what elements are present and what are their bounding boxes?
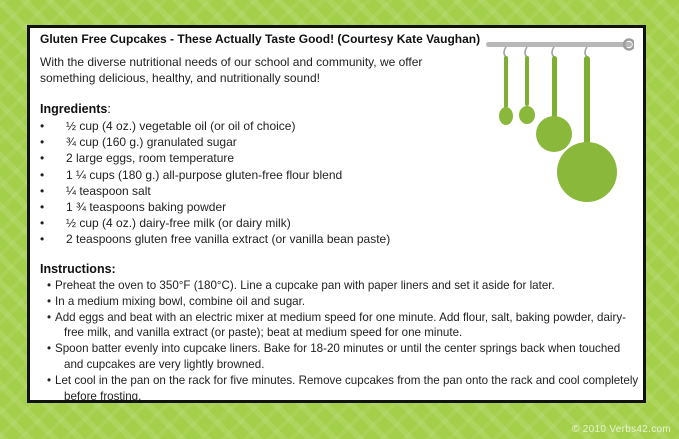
ingredients-heading-label: Ingredients <box>40 102 108 116</box>
recipe-intro: With the diverse nutritional needs of our school and community, we offer something delicious, healthy, and nutritionally sound! <box>40 55 423 85</box>
ingredient-item: • ½ cup (4 oz.) dairy-free milk (or dairy milk) <box>40 215 390 231</box>
ingredient-item: • 2 teaspoons gluten free vanilla extract (or vanilla bean paste) <box>40 231 390 247</box>
recipe-card <box>27 25 646 403</box>
ingredient-item: • ¼ teaspoon salt <box>40 183 390 199</box>
ingredient-item: • ½ cup (4 oz.) vegetable oil (or oil of choice) <box>40 118 390 134</box>
ingredient-item: • 1 ¾ teaspoons baking powder <box>40 199 390 215</box>
copyright-notice: © 2010 Verbs42.com <box>572 424 671 435</box>
ingredient-item: • 1 ¼ cups (180 g.) all-purpose gluten-free flour blend <box>40 167 390 183</box>
instruction-step-text: In a medium mixing bowl, combine oil and sugar. <box>55 294 306 308</box>
instruction-step: • Spoon batter evenly into cupcake liners. Bake for 18-20 minutes or until the center springs back when touched and cupcakes are very lightly browned. <box>47 342 621 371</box>
ingredient-item: • 2 large eggs, room temperature <box>40 150 390 166</box>
instruction-step-text: Add eggs and beat with an electric mixer at medium speed for one minute. Add flour, salt, baking powder, dairy-free milk, and vanilla extract (or paste); beat at medium speed for one minute. <box>55 310 626 340</box>
instructions-heading: Instructions: <box>40 262 116 276</box>
ingredients-list <box>40 118 390 248</box>
instruction-step-text: Let cool in the pan on the rack for five minutes. Remove cupcakes from the pan onto the rack and cool completely before frosting. <box>55 373 639 403</box>
recipe-title: Gluten Free Cupcakes - These Actually Taste Good! (Courtesy Kate Vaughan) <box>40 32 481 46</box>
instruction-step: • Preheat the oven to 350°F (180°C). Line a cupcake pan with paper liners and set it aside for later. <box>47 279 555 292</box>
instruction-step: • Let cool in the pan on the rack for five minutes. Remove cupcakes from the pan onto the rack and cool completely before frosting. <box>47 373 639 403</box>
instruction-step-text: Spoon batter evenly into cupcake liners. Bake for 18-20 minutes or until the center springs back when touched and cupcakes are very lightly browned. <box>55 342 621 371</box>
instruction-step: • In a medium mixing bowl, combine oil and sugar. <box>47 294 306 308</box>
instruction-step: • Add eggs and beat with an electric mixer at medium speed for one minute. Add flour, salt, baking powder, dairy-free milk, and vanilla extract (or paste); beat at medium speed for one minute. <box>47 310 626 340</box>
ingredients-heading <box>40 102 111 116</box>
instruction-step-text: Preheat the oven to 350°F (180°C). Line a cupcake pan with paper liners and set it aside for later. <box>55 279 555 292</box>
ingredients-heading-colon: : <box>107 102 111 116</box>
hanging-utensils-icon <box>484 36 634 226</box>
instructions-list <box>40 278 640 404</box>
ingredient-item: • ¾ cup (160 g.) granulated sugar <box>40 134 390 150</box>
